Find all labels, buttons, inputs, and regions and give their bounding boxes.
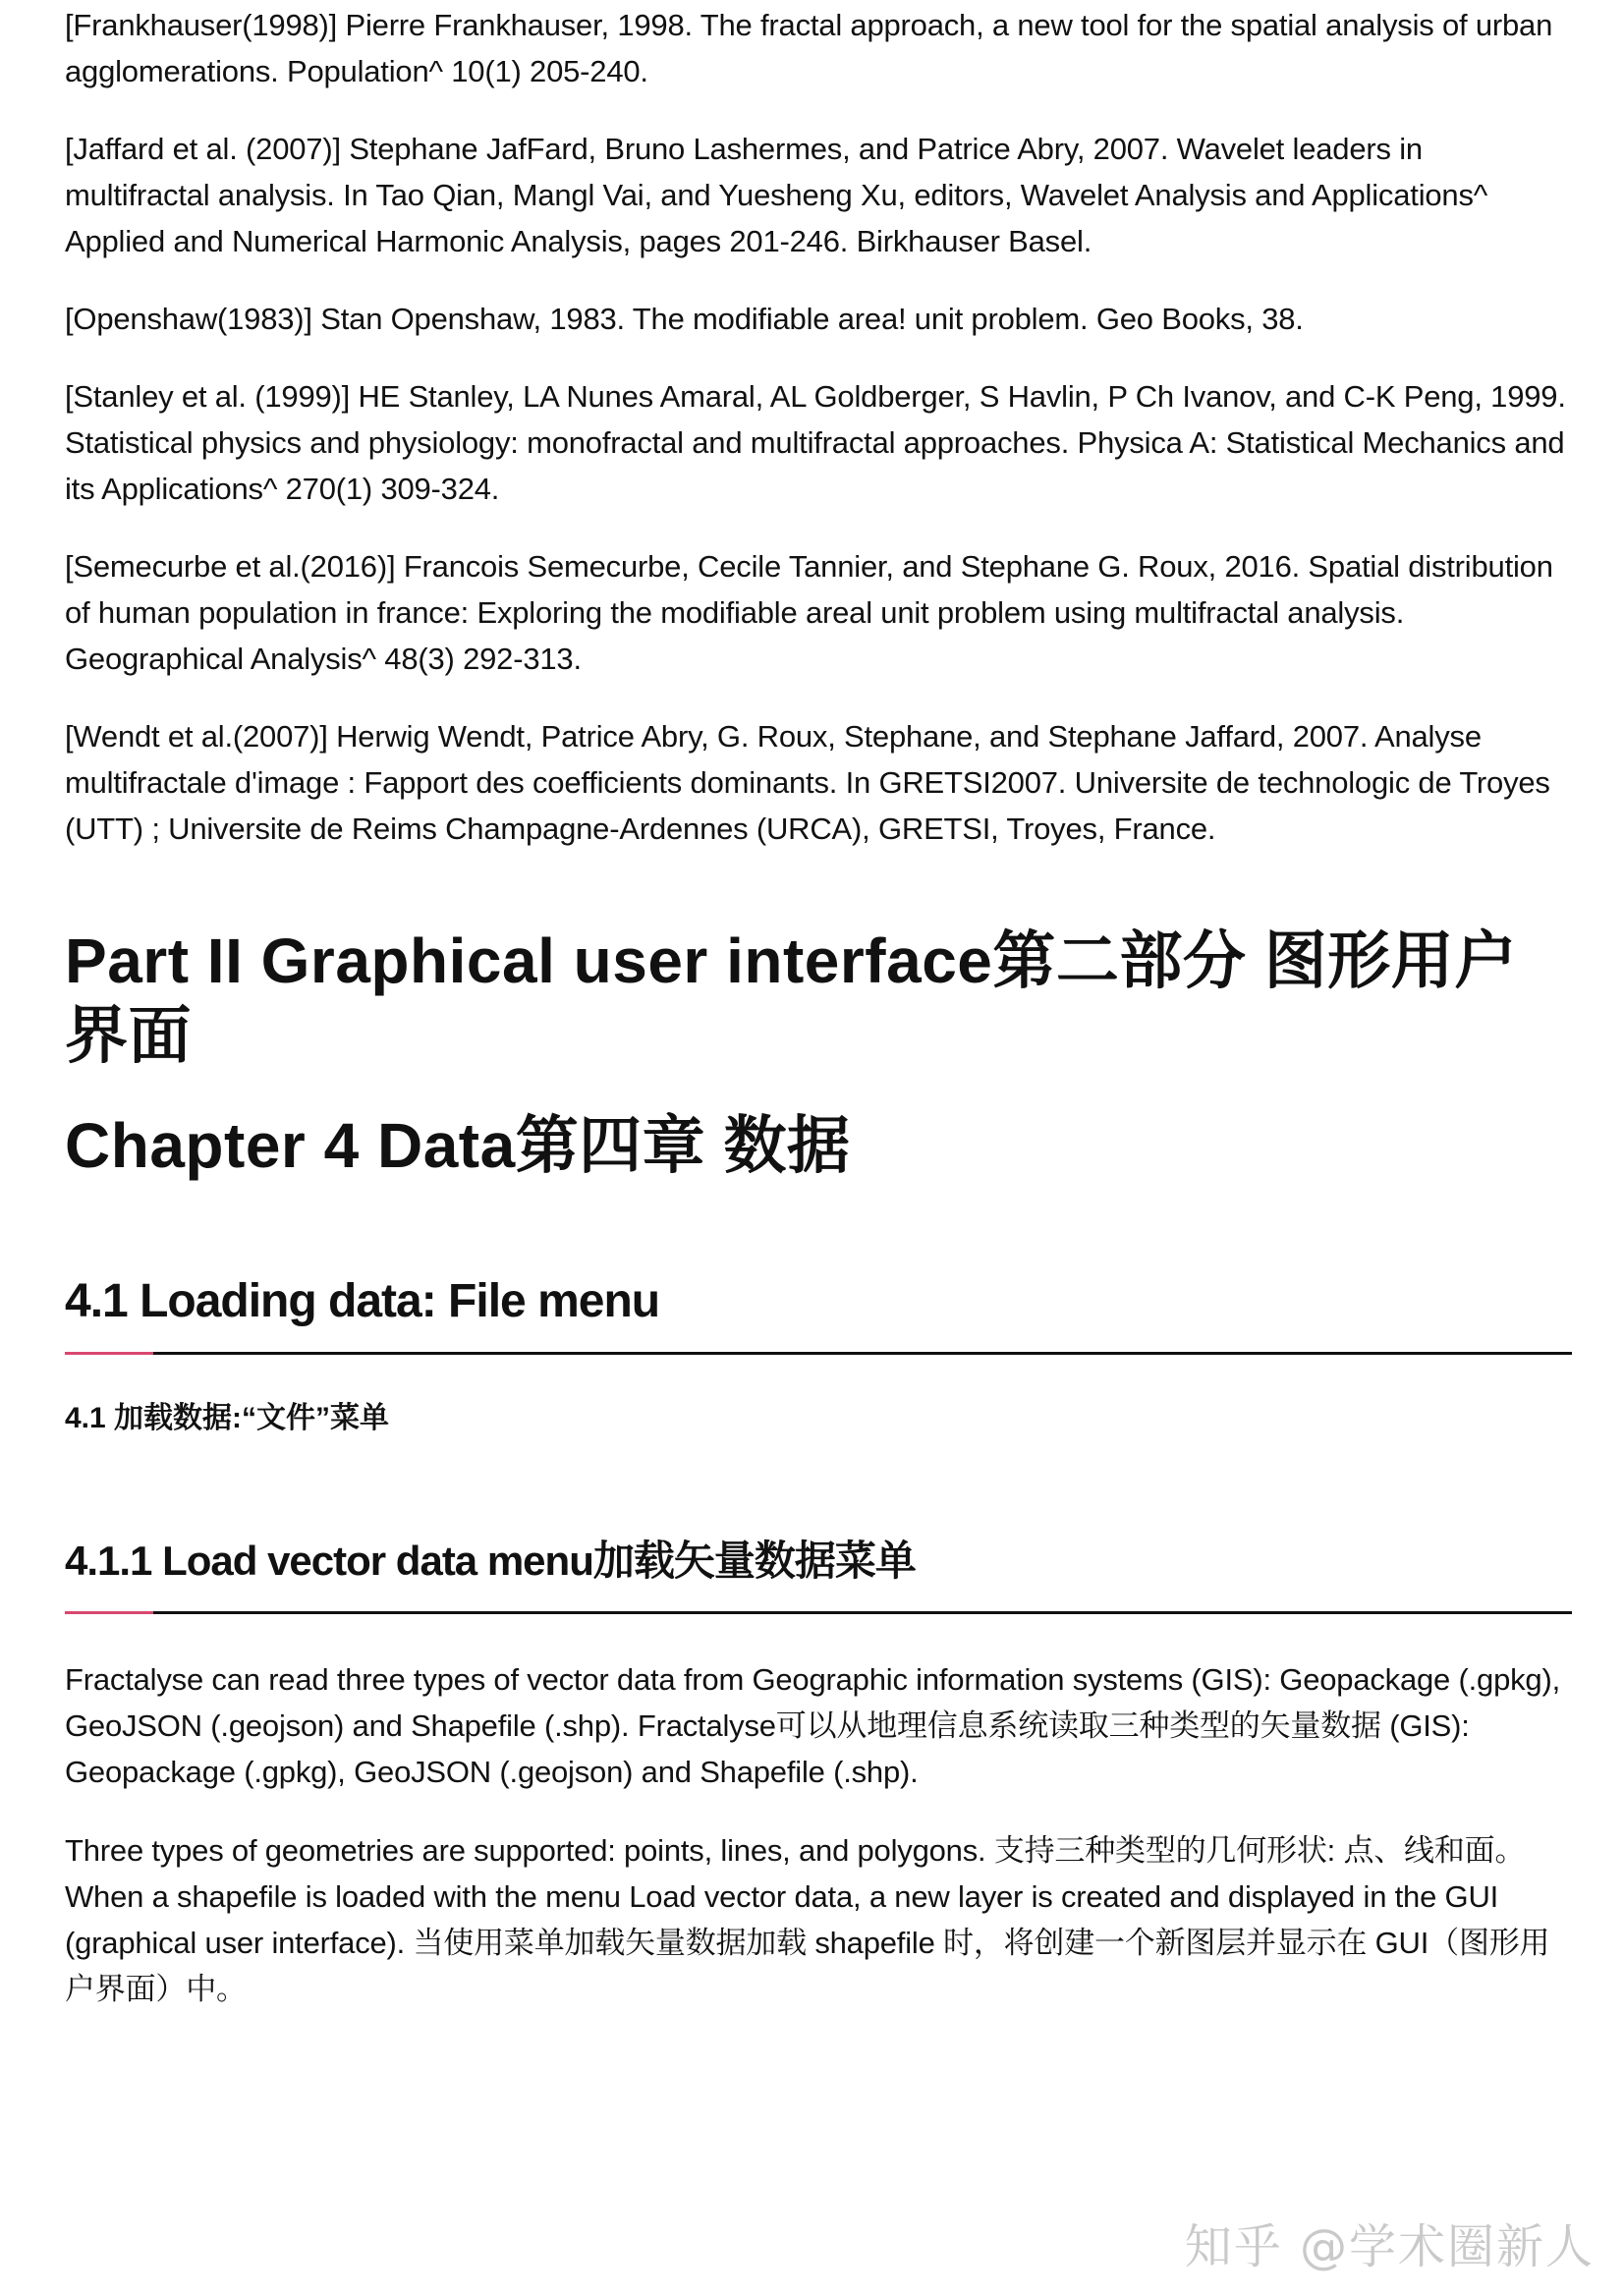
reference-stanley-1999 — [65, 373, 1572, 512]
section-divider-accent — [65, 1352, 153, 1355]
reference-key: [Semecurbe et al.(2016)] — [65, 549, 396, 584]
reference-key: [Openshaw(1983)] — [65, 302, 312, 336]
reference-key: [Stanley et al. (1999)] — [65, 379, 351, 414]
body-paragraph: Three types of geometries are supported: points, lines, and polygons. 支持三种类型的几何形状: 点、线和面。 When a shapefile is loaded with the menu Load vector data, a new layer is created and displayed in the GUI (graphical user interface). 当使用菜单加载矢量数据加载 shapefile 时，将创建一个新图层并显示在 GUI（图形用户界面）中。 — [65, 1833, 1550, 2006]
reference-text: Herwig Wendt, Patrice Abry, G. Roux, Stephane, and Stephane Jaffard, 2007. Analyse multifractale d'image : Fapport des coefficients dominants. In GRETSI2007. Universite de technologic de Troyes (UTT) ; Universite de Reims Champagne-Ardennes (URCA), GRETSI, Troyes, France. — [65, 719, 1550, 846]
reference-text: HE Stanley, LA Nunes Amaral, AL Goldberger, S Havlin, P Ch Ivanov, and C-K Peng, 1999. Statistical physics and physiology: monofractal and multifractal approaches. Physica A: Statistical Mechanics and its Applications^ 270(1) 309-324. — [65, 379, 1566, 506]
reference-text: Francois Semecurbe, Cecile Tannier, and Stephane G. Roux, 2016. Spatial distribution of human population in france: Exploring the modifiable areal unit problem using multifractal analysis. Geographical Analysis^ 48(3) 292-313. — [65, 549, 1553, 676]
section-divider — [65, 1352, 1572, 1355]
section-title: 4.1 Loading data: File menu — [65, 1275, 660, 1327]
body-paragraph: Fractalyse can read three types of vector data from Geographic information systems (GIS): Geopackage (.gpkg), GeoJSON (.geojson) and Shapefile (.shp). Fractalyse可以从地理信息系统读取三种类型的矢量数据 (GIS): Geopackage (.gpkg), GeoJSON (.geojson) and Shapefile (.shp). — [65, 1662, 1560, 1789]
subsection-divider — [65, 1611, 1572, 1614]
reference-semecurbe-2016 — [65, 543, 1572, 682]
reference-key: [Frankhauser(1998)] — [65, 8, 338, 42]
chapter-title: Chapter 4 Data第四章 数据 — [65, 1110, 851, 1181]
watermark: 知乎 @学术圈新人 — [1184, 2219, 1595, 2274]
reference-text: Pierre Frankhauser, 1998. The fractal approach, a new tool for the spatial analysis of urban agglomerations. Population^ 10(1) 205-240. — [65, 8, 1553, 88]
subsection-title: 4.1.1 Load vector data menu加载矢量数据菜单 — [65, 1538, 916, 1584]
subsection-divider-accent — [65, 1611, 153, 1614]
section-title-zh: 4.1 加载数据:“文件”菜单 — [65, 1402, 390, 1434]
reference-jaffard-2007 — [65, 126, 1572, 264]
part-title: Part II Graphical user interface第二部分 图形用户界面 — [65, 925, 1518, 1071]
reference-text: Stephane JafFard, Bruno Lashermes, and Patrice Abry, 2007. Wavelet leaders in multifractal analysis. In Tao Qian, Mangl Vai, and Yuesheng Xu, editors, Wavelet Analysis and Applications^ Applied and Numerical Harmonic Analysis, pages 201-246. Birkhauser Basel. — [65, 132, 1488, 258]
reference-wendt-2007 — [65, 713, 1572, 852]
reference-frankhauser-1998 — [65, 2, 1572, 94]
reference-openshaw-1983 — [65, 296, 1572, 342]
reference-key: [Wendt et al.(2007)] — [65, 719, 328, 754]
reference-text: Stan Openshaw, 1983. The modifiable area! unit problem. Geo Books, 38. — [320, 302, 1304, 336]
reference-key: [Jaffard et al. (2007)] — [65, 132, 341, 166]
